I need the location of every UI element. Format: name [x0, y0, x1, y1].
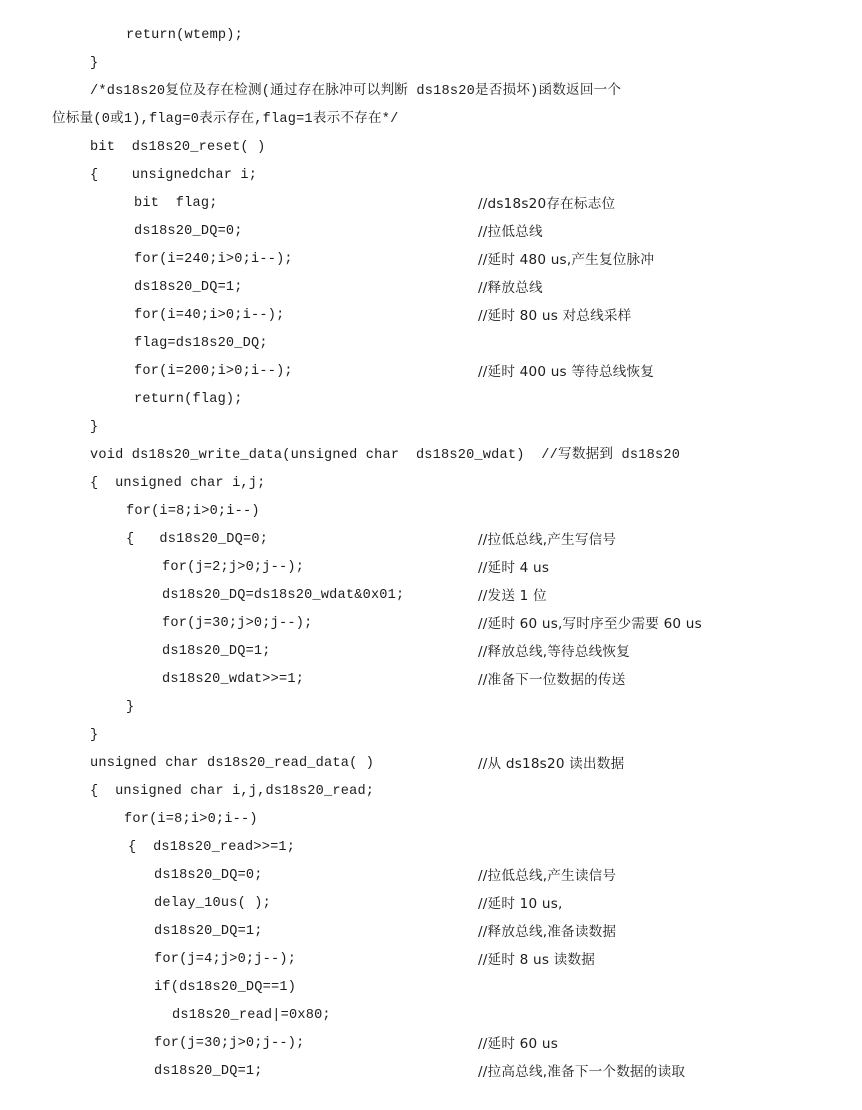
code-text: /*ds18s20复位及存在检测(通过存在脉冲可以判断 ds18s20是否损坏)函数返回一个	[90, 84, 622, 99]
code-comment: //延时 480 us,产生复位脉冲	[478, 252, 655, 268]
code-text: }	[126, 700, 135, 715]
code-comment: //延时 60 us	[478, 1036, 558, 1052]
code-text: return(wtemp);	[126, 28, 244, 43]
code-comment: //延时 10 us,	[478, 896, 563, 912]
code-text: ds18s20_DQ=1;	[134, 280, 243, 295]
code-comment: //拉高总线,准备下一个数据的读取	[478, 1064, 686, 1080]
code-text: ds18s20_DQ=0;	[134, 224, 243, 239]
code-comment: //拉低总线	[478, 224, 543, 240]
code-text: ds18s20_DQ=1;	[154, 1064, 263, 1079]
code-comment: //拉低总线,产生写信号	[478, 532, 617, 548]
code-text: }	[90, 420, 99, 435]
code-text: { unsigned char i,j,ds18s20_read;	[90, 784, 375, 799]
code-text: for(j=30;j>0;j--);	[162, 616, 313, 631]
code-text: ds18s20_DQ=1;	[162, 644, 271, 659]
code-comment: //拉低总线,产生读信号	[478, 868, 617, 884]
code-text: for(i=8;i>0;i--)	[124, 812, 258, 827]
code-comment: //发送 1 位	[478, 588, 547, 604]
code-text: void ds18s20_write_data(unsigned char ds18s20_wdat) //写数据到 ds18s20	[90, 448, 681, 463]
code-text: for(j=2;j>0;j--);	[162, 560, 305, 575]
code-text: return(flag);	[134, 392, 243, 407]
code-text: }	[90, 728, 99, 743]
code-text: { unsignedchar i;	[90, 168, 258, 183]
code-text: { ds18s20_DQ=0;	[126, 532, 269, 547]
code-comment: //释放总线,等待总线恢复	[478, 644, 631, 660]
code-comment: //延时 60 us,写时序至少需要 60 us	[478, 616, 702, 632]
code-comment: //延时 400 us 等待总线恢复	[478, 364, 655, 380]
code-comment: //延时 8 us 读数据	[478, 952, 596, 968]
code-text: for(i=240;i>0;i--);	[134, 252, 293, 267]
code-text: ds18s20_wdat>>=1;	[162, 672, 305, 687]
code-text: flag=ds18s20_DQ;	[134, 336, 268, 351]
code-text: bit ds18s20_reset( )	[90, 140, 266, 155]
code-comment: //释放总线,准备读数据	[478, 924, 617, 940]
code-text: if(ds18s20_DQ==1)	[154, 980, 297, 995]
code-text: for(i=200;i>0;i--);	[134, 364, 293, 379]
code-comment: //延时 80 us 对总线采样	[478, 308, 632, 324]
code-text: ds18s20_DQ=1;	[154, 924, 263, 939]
code-text: }	[90, 56, 99, 71]
code-text: for(i=8;i>0;i--)	[126, 504, 260, 519]
code-text: ds18s20_DQ=ds18s20_wdat&0x01;	[162, 588, 405, 603]
code-comment: //准备下一位数据的传送	[478, 672, 626, 688]
code-text: for(i=40;i>0;i--);	[134, 308, 285, 323]
code-comment: //释放总线	[478, 280, 543, 296]
code-comment: //从 ds18s20 读出数据	[478, 756, 625, 772]
code-text: bit flag;	[134, 196, 218, 211]
code-comment: //延时 4 us	[478, 560, 550, 576]
code-text: 位标量(0或1),flag=0表示存在,flag=1表示不存在*/	[52, 112, 399, 127]
code-text: for(j=30;j>0;j--);	[154, 1036, 305, 1051]
code-text: unsigned char ds18s20_read_data( )	[90, 756, 375, 771]
code-comment: //ds18s20存在标志位	[478, 196, 616, 212]
code-text: delay_10us( );	[154, 896, 272, 911]
code-text: { ds18s20_read>>=1;	[128, 840, 296, 855]
code-text: { unsigned char i,j;	[90, 476, 266, 491]
code-text: ds18s20_DQ=0;	[154, 868, 263, 883]
code-text: ds18s20_read|=0x80;	[172, 1008, 331, 1023]
code-text: for(j=4;j>0;j--);	[154, 952, 297, 967]
